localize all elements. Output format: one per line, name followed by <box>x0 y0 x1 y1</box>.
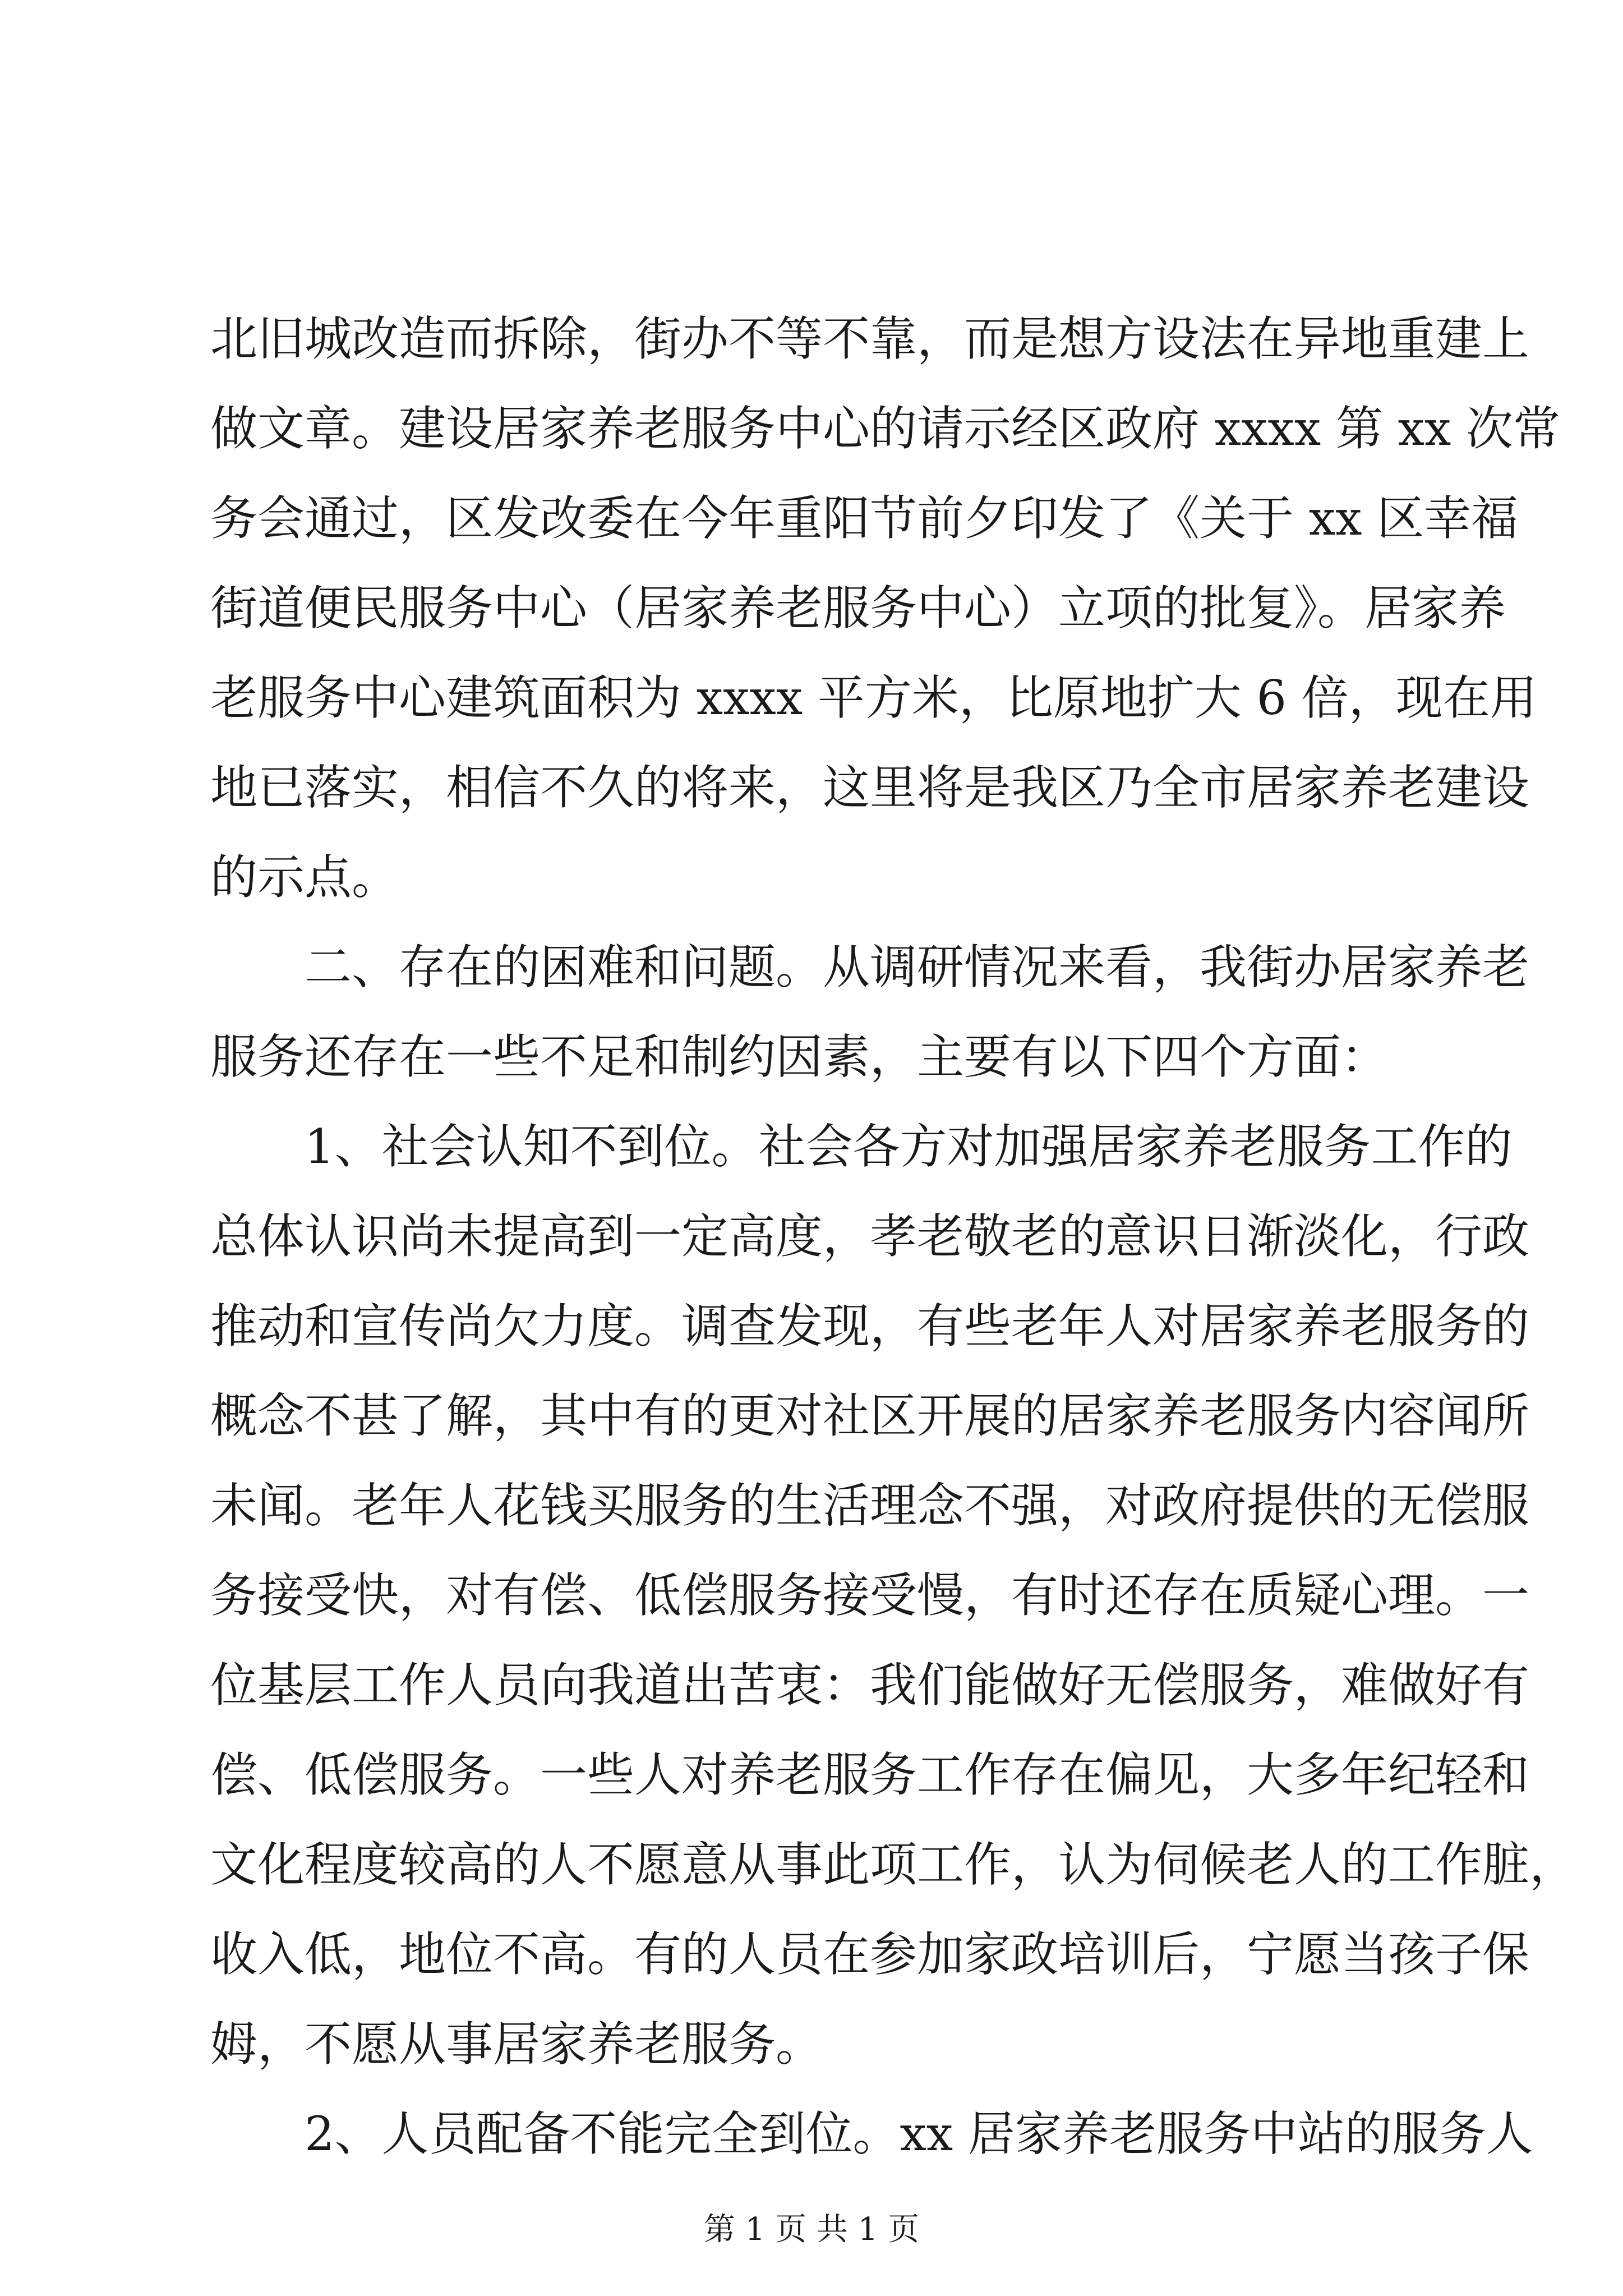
paragraph-first-line: 2、人员配备不能完全到位。xx 居家养老服务中站的服务人 <box>305 2106 1533 2161</box>
text-line: 地已落实，相信不久的将来，这里将是我区乃全市居家养老建设 <box>210 760 1530 815</box>
text-line: 服务还存在一些不足和制约因素，主要有以下四个方面： <box>210 1029 1389 1084</box>
text-line: 务接受快，对有偿、低偿服务接受慢，有时还存在质疑心理。一 <box>210 1568 1530 1623</box>
text-line: 总体认识尚未提高到一定高度，孝老敬老的意识日渐淡化，行政 <box>210 1209 1530 1264</box>
text-line: 位基层工作人员向我道出苦衷：我们能做好无偿服务，难做好有 <box>210 1658 1530 1713</box>
text-line: 的示点。 <box>210 850 399 905</box>
text-line: 文化程度较高的人不愿意从事此项工作，认为伺候老人的工作脏， <box>210 1837 1577 1892</box>
paragraph-heading-line: 二、存在的困难和问题。从调研情况来看，我街办居家养老 <box>305 940 1530 995</box>
text-line: 收入低，地位不高。有的人员在参加家政培训后，宁愿当孩子保 <box>210 1927 1530 1982</box>
text-line: 做文章。建设居家养老服务中心的请示经区政府 xxxx 第 xx 次常 <box>210 401 1561 456</box>
paragraph-first-line: 1、社会认知不到位。社会各方对加强居家养老服务工作的 <box>305 1119 1513 1174</box>
text-line: 务会通过，区发改委在今年重阳节前夕印发了《关于 xx 区幸福 <box>210 491 1519 546</box>
text-line: 未闻。老年人花钱买服务的生活理念不强，对政府提供的无偿服 <box>210 1478 1530 1533</box>
page-number-footer: 第 1 页 共 1 页 <box>703 2211 920 2248</box>
text-line: 北旧城改造而拆除，街办不等不靠，而是想方设法在异地重建上 <box>210 311 1530 366</box>
text-line: 姆，不愿从事居家养老服务。 <box>210 2017 823 2072</box>
text-line: 推动和宣传尚欠力度。调查发现，有些老年人对居家养老服务的 <box>210 1299 1530 1354</box>
text-line: 街道便民服务中心（居家养老服务中心）立项的批复》。居家养 <box>210 581 1506 636</box>
text-line: 偿、低偿服务。一些人对养老服务工作存在偏见，大多年纪轻和 <box>210 1747 1530 1802</box>
text-line: 老服务中心建筑面积为 xxxx 平方米，比原地扩大 6 倍，现在用 <box>210 670 1537 725</box>
text-line: 概念不甚了解，其中有的更对社区开展的居家养老服务内容闻所 <box>210 1388 1530 1443</box>
